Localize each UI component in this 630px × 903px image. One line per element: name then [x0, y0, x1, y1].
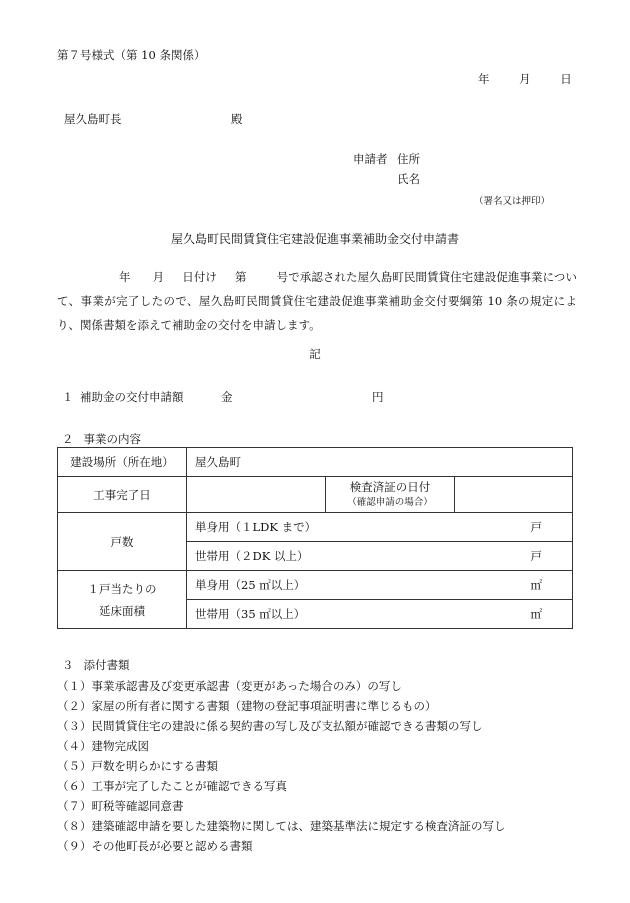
document-title: 屋久島町民間賃貸住宅建設促進事業補助金交付申請書 [170, 232, 459, 246]
attachments-heading [62, 657, 130, 673]
attachments-list [57, 676, 506, 856]
item1-kin: 金 [221, 390, 233, 404]
item1-en: 円 [372, 390, 384, 404]
list-item: （８）建築確認申請を要した建築物に関しては、建築基準法に規定する検査済証の写し [57, 819, 506, 833]
single-area-cell [187, 571, 573, 600]
completion-date-cell [187, 477, 326, 513]
address-label: 住所 [397, 152, 420, 166]
addressee-name: 屋久島町長 [64, 112, 122, 126]
table-row [58, 513, 573, 542]
list-item: （４）建物完成図 [57, 739, 149, 753]
list-item: （１）事業承認書及び変更承認書（変更があった場合のみ）の写し [57, 679, 402, 693]
table-row [58, 448, 573, 477]
units-label: 戸数 [58, 513, 187, 571]
family-units-label: 世帯用（２DK 以上） [195, 549, 309, 563]
completion-label: 工事完了日 [58, 477, 187, 513]
body-paragraph [57, 265, 577, 337]
item2-label: 事業の内容 [83, 432, 141, 446]
list-item: （５）戸数を明らかにする書類 [57, 759, 218, 773]
attachments-label: 添付書類 [83, 658, 130, 672]
inspection-label: 検査済証の日付 [349, 479, 431, 494]
item2-number: ２ [62, 432, 74, 446]
single-units-label: 単身用（１LDK まで） [195, 520, 317, 534]
family-area-cell [187, 600, 573, 629]
location-label: 建設場所（所在地） [58, 448, 187, 477]
table-row [58, 571, 573, 600]
item2-heading [62, 431, 141, 447]
unit-m2: ㎡ [530, 607, 542, 621]
unit-ko: 戸 [530, 549, 542, 563]
name-label: 氏名 [397, 172, 420, 186]
body-month: 月 [152, 270, 165, 284]
list-item: （２）家屋の所有者に関する書類（建物の登記事項証明書に準じるもの） [57, 699, 437, 713]
body-year: 年 [119, 270, 131, 284]
area-label-1: １戸当たりの [87, 581, 157, 596]
ki-heading: 記 [309, 347, 321, 361]
body-dated: 日付け [182, 270, 217, 284]
area-label-cell [58, 571, 187, 629]
applicant-label: 申請者 [353, 152, 388, 166]
list-item: （６）工事が完了したことが確認できる写真 [57, 779, 287, 793]
item1-label: 補助金の交付申請額 [80, 390, 184, 404]
location-value: 屋久島町 [187, 448, 573, 477]
body-number-prefix: 第 [235, 270, 247, 284]
area-label-2: 延床面積 [99, 603, 145, 618]
inspection-note: （確認申請の場合） [347, 496, 433, 508]
list-item: （９）その他町長が必要と認める書類 [57, 839, 253, 853]
table-row [58, 477, 573, 513]
form-number: 第７号様式（第 10 条関係） [57, 48, 206, 62]
family-area-label: 世帯用（35 ㎡以上） [195, 607, 306, 621]
addressee-honorific: 殿 [231, 112, 243, 126]
project-content-table [57, 447, 573, 629]
item1-number: １ [62, 390, 74, 404]
list-item: （７）町税等確認同意書 [57, 799, 184, 813]
unit-m2: ㎡ [530, 578, 542, 592]
inspection-label-cell [326, 477, 455, 513]
seal-note: （署名又は押印） [474, 196, 551, 207]
list-item: （３）民間賃貸住宅の建設に係る契約書の写し及び支払額が確認できる書類の写し [57, 719, 483, 733]
attachments-number: ３ [62, 658, 74, 672]
inspection-date-cell [455, 477, 573, 513]
date-line: 年 月 日 [478, 72, 572, 86]
single-area-label: 単身用（25 ㎡以上） [195, 578, 306, 592]
single-units-cell [187, 513, 573, 542]
body-text: 号で承認された屋久島町民間賃貸住宅建設促進事業について、事業が完了したので、屋久島町民間賃貸住宅建設促進事業補助金交付要綱第 10 条の規定により、関係書類を添えて補助金の交付を申請します。 [57, 270, 577, 332]
unit-ko: 戸 [530, 520, 542, 534]
family-units-cell [187, 542, 573, 571]
